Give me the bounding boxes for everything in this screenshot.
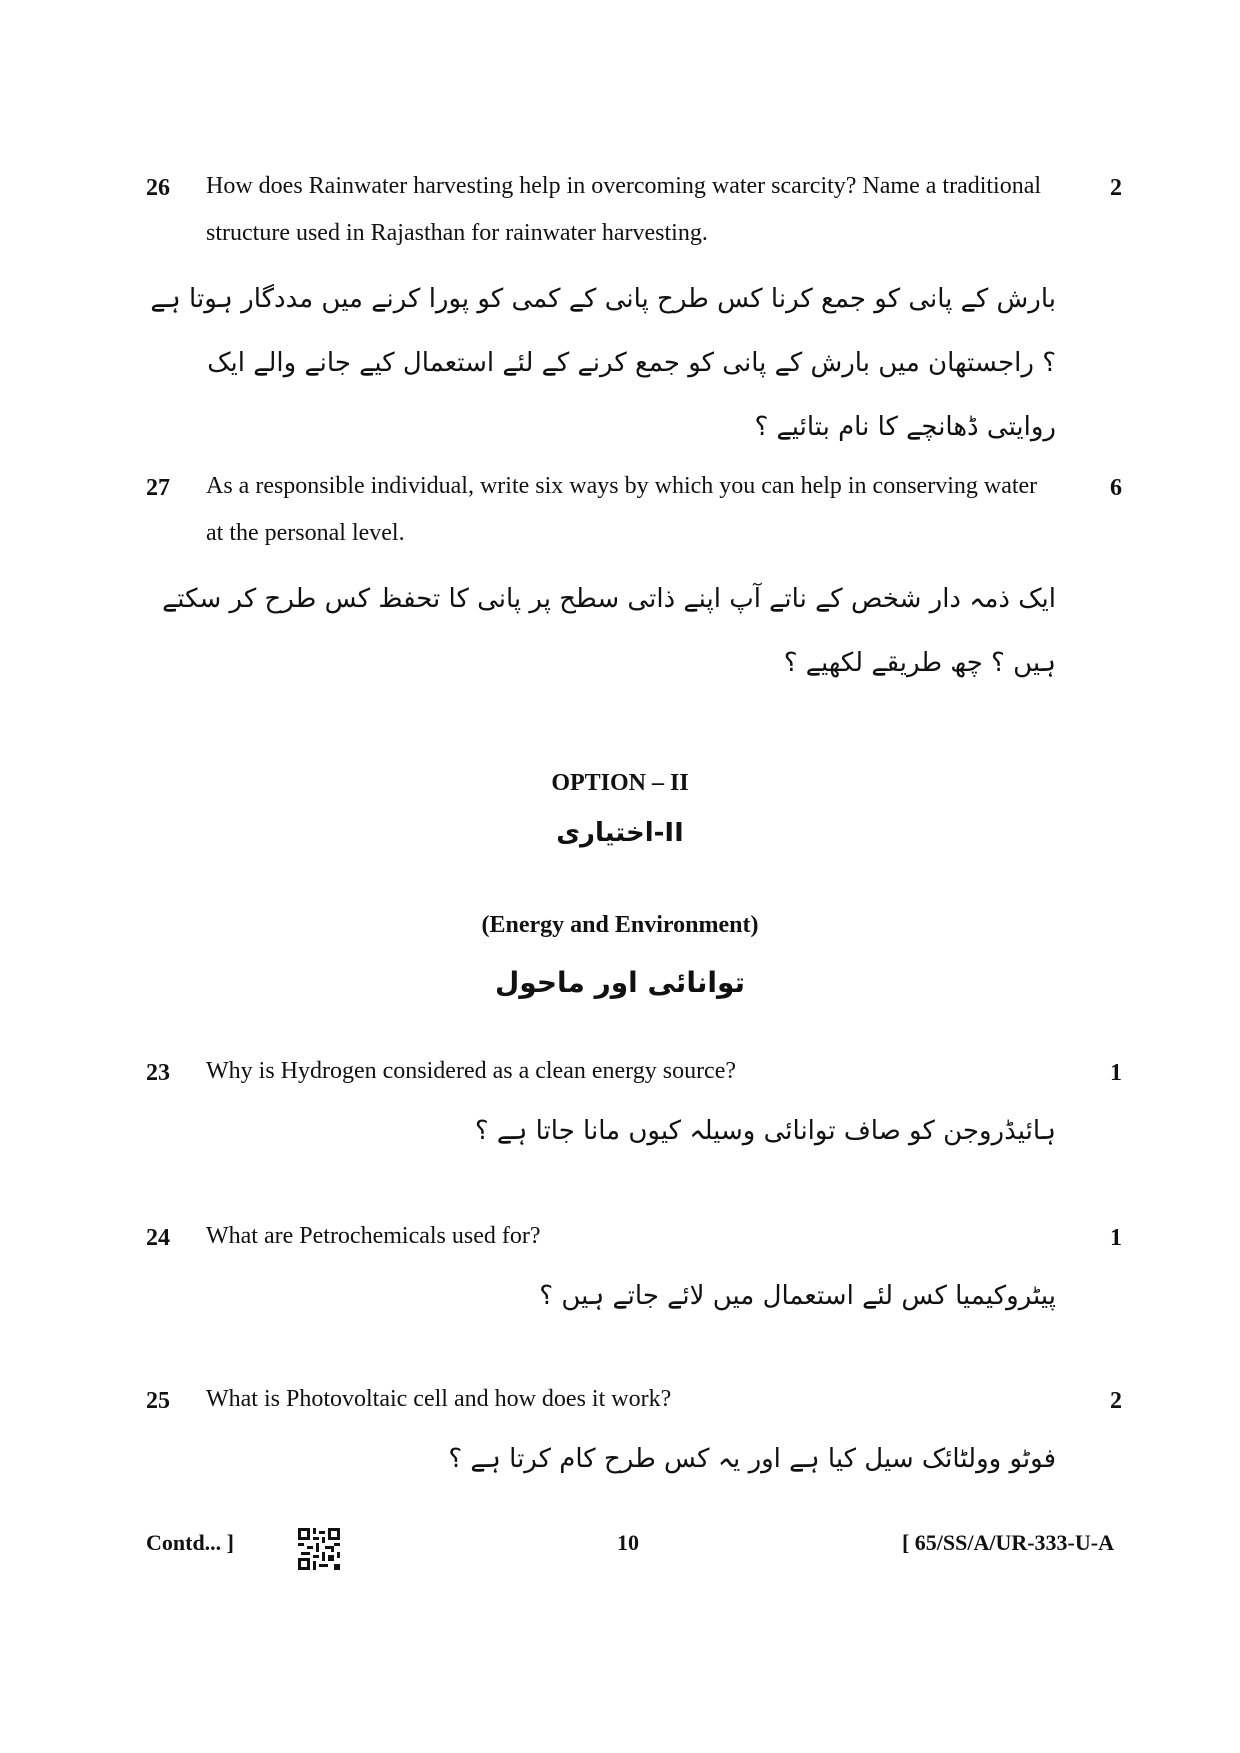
- question-text-english: What is Photovoltaic cell and how does it work?: [206, 1386, 672, 1412]
- question-27: [146, 475, 1122, 695]
- question-number: 25: [146, 1388, 170, 1414]
- question-text-urdu: بارش کے پانی کو جمع کرنا کس طرح پانی کے کمی کو پورا کرنے میں مددگار ہوتا ہے ؟ راجستھان میں بارش کے پانی کو جمع کرنے کے لئے استعمال کیے جانے والے ایک روایتی ڈھانچے کا نام بتائیے ؟: [150, 284, 1056, 442]
- option-heading-urdu: اختیاری-II: [556, 818, 684, 848]
- question-marks: 2: [1110, 1388, 1122, 1414]
- question-marks: 1: [1110, 1060, 1122, 1086]
- question-text-english: How does Rainwater harvesting help in overcoming water scarcity? Name a traditional structure used in Rajasthan for rainwater harvesting.: [206, 173, 1042, 246]
- question-text-urdu: فوٹو وولٹائک سیل کیا ہے اور یہ کس طرح کام کرتا ہے ؟: [448, 1444, 1056, 1474]
- question-text-english: Why is Hydrogen considered as a clean energy source?: [206, 1058, 737, 1084]
- question-marks: 1: [1110, 1225, 1122, 1251]
- question-25: [146, 1388, 1122, 1491]
- option-heading: OPTION – II: [551, 770, 689, 796]
- question-number: 26: [146, 175, 170, 201]
- question-text-english: What are Petrochemicals used for?: [206, 1223, 541, 1249]
- paper-code: [ 65/SS/A/UR-333-U-A: [901, 1530, 1114, 1555]
- question-26: [146, 175, 1122, 459]
- section-subject-urdu: توانائی اور ماحول: [494, 966, 746, 999]
- question-text-urdu: ہائیڈروجن کو صاف توانائی وسیلہ کیوں مانا جاتا ہے ؟: [474, 1116, 1056, 1146]
- question-marks: 2: [1110, 175, 1122, 201]
- question-marks: 6: [1110, 475, 1122, 501]
- question-text-urdu: پیٹروکیمیا کس لئے استعمال میں لائے جاتے ہیں ؟: [539, 1281, 1056, 1311]
- page-number: 10: [617, 1530, 639, 1555]
- question-number: 23: [146, 1060, 170, 1086]
- question-text-english: As a responsible individual, write six ways by which you can help in conserving water at the personal level.: [206, 473, 1038, 546]
- question-24: [146, 1225, 1122, 1328]
- question-23: [146, 1060, 1122, 1163]
- question-text-urdu: ایک ذمہ دار شخص کے ناتے آپ اپنے ذاتی سطح پر پانی کا تحفظ کس طرح کر سکتے ہیں ؟ چھ طریقے لکھیے ؟: [162, 584, 1056, 678]
- section-subject: (Energy and Environment): [481, 912, 759, 938]
- footer-contd: Contd... ]: [146, 1530, 235, 1555]
- question-number: 24: [146, 1225, 170, 1251]
- question-number: 27: [146, 475, 170, 501]
